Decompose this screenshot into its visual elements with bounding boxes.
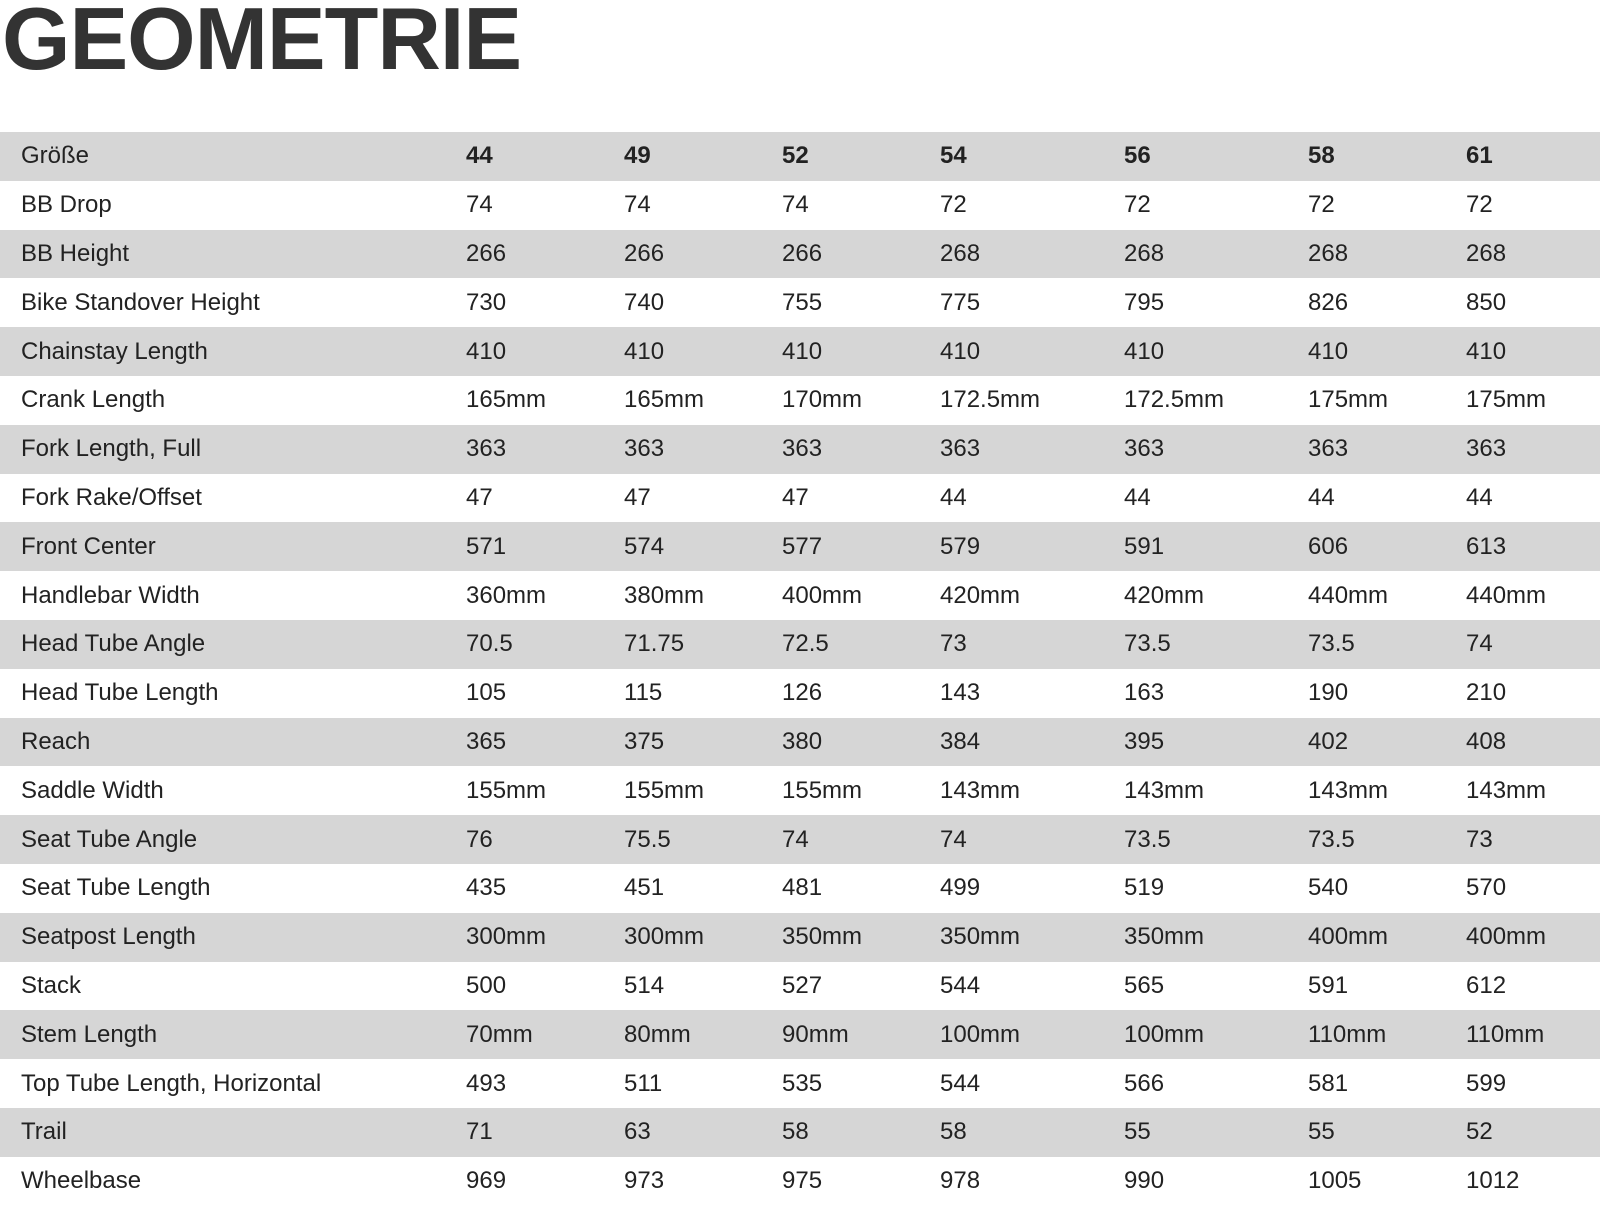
table-cell: 58: [940, 1118, 967, 1146]
table-cell: 90mm: [782, 1020, 849, 1048]
table-row: [0, 962, 1600, 1011]
table-row: [0, 1010, 1600, 1059]
row-label: Seat Tube Length: [21, 874, 211, 902]
table-cell: 410: [782, 337, 823, 365]
table-cell: 535: [782, 1069, 823, 1097]
table-cell: 527: [782, 971, 823, 999]
table-cell: 420mm: [1124, 581, 1205, 609]
size-header-label: Größe: [21, 142, 90, 170]
table-cell: 1005: [1308, 1167, 1362, 1195]
table-cell: 350mm: [1124, 923, 1205, 951]
table-cell: 72: [1466, 191, 1493, 219]
table-cell: 400mm: [1466, 923, 1547, 951]
row-label: Wheelbase: [21, 1167, 142, 1195]
row-label: Front Center: [21, 532, 156, 560]
table-cell: 481: [782, 874, 823, 902]
table-cell: 400mm: [782, 581, 863, 609]
table-cell: 74: [624, 191, 651, 219]
size-header-56: 56: [1124, 142, 1151, 170]
row-label: Seatpost Length: [21, 923, 196, 951]
table-cell: 599: [1466, 1069, 1507, 1097]
table-cell: 400mm: [1308, 923, 1389, 951]
table-cell: 73.5: [1124, 825, 1171, 853]
table-cell: 300mm: [466, 923, 547, 951]
table-cell: 47: [782, 483, 809, 511]
table-cell: 435: [466, 874, 507, 902]
table-cell: 71.75: [624, 630, 685, 658]
table-cell: 155mm: [624, 776, 705, 804]
table-cell: 47: [466, 483, 493, 511]
table-row: [0, 327, 1600, 376]
table-cell: 440mm: [1466, 581, 1547, 609]
table-cell: 266: [466, 239, 507, 267]
size-header-52: 52: [782, 142, 809, 170]
table-cell: 380mm: [624, 581, 705, 609]
table-cell: 80mm: [624, 1020, 691, 1048]
table-cell: 105: [466, 679, 507, 707]
table-cell: 268: [1308, 239, 1349, 267]
table-cell: 175mm: [1466, 386, 1547, 414]
table-cell: 143: [940, 679, 981, 707]
table-cell: 155mm: [782, 776, 863, 804]
table-cell: 172.5mm: [940, 386, 1041, 414]
table-cell: 363: [940, 435, 981, 463]
table-cell: 375: [624, 727, 665, 755]
table-row: [0, 230, 1600, 279]
table-cell: 44: [1124, 483, 1151, 511]
table-cell: 451: [624, 874, 665, 902]
table-row: [0, 425, 1600, 474]
table-cell: 350mm: [782, 923, 863, 951]
row-label: Stack: [21, 971, 82, 999]
table-cell: 591: [1308, 971, 1349, 999]
table-cell: 72: [1124, 191, 1151, 219]
row-label: Trail: [21, 1118, 67, 1146]
table-cell: 165mm: [624, 386, 705, 414]
table-cell: 73.5: [1308, 630, 1355, 658]
table-cell: 612: [1466, 971, 1507, 999]
table-cell: 110mm: [1466, 1020, 1545, 1048]
table-cell: 973: [624, 1167, 665, 1195]
table-cell: 440mm: [1308, 581, 1389, 609]
size-header-49: 49: [624, 142, 651, 170]
table-cell: 210: [1466, 679, 1507, 707]
table-cell: 795: [1124, 288, 1165, 316]
table-cell: 268: [1124, 239, 1165, 267]
table-cell: 402: [1308, 727, 1349, 755]
table-cell: 740: [624, 288, 665, 316]
table-row: [0, 278, 1600, 327]
table-cell: 75.5: [624, 825, 671, 853]
table-cell: 165mm: [466, 386, 547, 414]
table-cell: 74: [1466, 630, 1493, 658]
table-cell: 73: [1466, 825, 1493, 853]
row-label: BB Drop: [21, 191, 112, 219]
table-cell: 360mm: [466, 581, 547, 609]
table-row: [0, 913, 1600, 962]
table-cell: 74: [466, 191, 493, 219]
table-cell: 493: [466, 1069, 507, 1097]
table-cell: 363: [624, 435, 665, 463]
row-label: Fork Rake/Offset: [21, 483, 202, 511]
table-cell: 410: [1124, 337, 1165, 365]
row-label: BB Height: [21, 239, 130, 267]
table-cell: 975: [782, 1167, 823, 1195]
row-label: Stem Length: [21, 1020, 158, 1048]
table-cell: 74: [782, 191, 809, 219]
table-cell: 591: [1124, 532, 1165, 560]
table-cell: 350mm: [940, 923, 1021, 951]
table-row: [0, 669, 1600, 718]
table-cell: 577: [782, 532, 823, 560]
table-cell: 1012: [1466, 1167, 1520, 1195]
table-cell: 544: [940, 1069, 981, 1097]
table-row: [0, 522, 1600, 571]
size-header-44: 44: [466, 142, 493, 170]
table-cell: 565: [1124, 971, 1165, 999]
table-row: [0, 815, 1600, 864]
row-label: Chainstay Length: [21, 337, 208, 365]
table-cell: 571: [466, 532, 507, 560]
table-cell: 266: [624, 239, 665, 267]
size-header-58: 58: [1308, 142, 1335, 170]
table-header-row: [0, 132, 1600, 181]
table-row: [0, 376, 1600, 425]
table-row: [0, 571, 1600, 620]
table-cell: 990: [1124, 1167, 1165, 1195]
table-cell: 70mm: [466, 1020, 533, 1048]
table-cell: 70.5: [466, 630, 513, 658]
table-cell: 363: [782, 435, 823, 463]
table-cell: 115: [624, 679, 663, 707]
table-cell: 511: [624, 1069, 663, 1097]
geometry-table: [0, 132, 1600, 1206]
row-label: Head Tube Length: [21, 679, 219, 707]
table-cell: 730: [466, 288, 507, 316]
table-cell: 71: [466, 1118, 493, 1146]
table-row: [0, 1108, 1600, 1157]
table-cell: 613: [1466, 532, 1507, 560]
table-cell: 72: [1308, 191, 1335, 219]
size-header-54: 54: [940, 142, 967, 170]
table-cell: 52: [1466, 1118, 1493, 1146]
table-cell: 363: [1308, 435, 1349, 463]
table-cell: 172.5mm: [1124, 386, 1225, 414]
table-cell: 410: [940, 337, 981, 365]
table-cell: 44: [1466, 483, 1493, 511]
table-cell: 410: [466, 337, 507, 365]
table-cell: 72: [940, 191, 967, 219]
table-cell: 268: [1466, 239, 1507, 267]
row-label: Reach: [21, 727, 91, 755]
row-label: Bike Standover Height: [21, 288, 260, 316]
table-row: [0, 181, 1600, 230]
table-cell: 73.5: [1124, 630, 1171, 658]
table-cell: 365: [466, 727, 507, 755]
table-cell: 566: [1124, 1069, 1165, 1097]
table-cell: 44: [1308, 483, 1335, 511]
table-cell: 826: [1308, 288, 1349, 316]
table-row: [0, 474, 1600, 523]
table-row: [0, 766, 1600, 815]
table-body: [0, 181, 1600, 1206]
table-cell: 978: [940, 1167, 981, 1195]
table-cell: 143mm: [1466, 776, 1547, 804]
table-cell: 519: [1124, 874, 1165, 902]
table-cell: 266: [782, 239, 823, 267]
table-cell: 363: [1124, 435, 1165, 463]
table-cell: 395: [1124, 727, 1165, 755]
table-cell: 850: [1466, 288, 1507, 316]
table-cell: 410: [1308, 337, 1349, 365]
table-cell: 143mm: [1124, 776, 1205, 804]
table-cell: 155mm: [466, 776, 547, 804]
table-cell: 300mm: [624, 923, 705, 951]
table-cell: 143mm: [940, 776, 1021, 804]
table-cell: 500: [466, 971, 507, 999]
table-cell: 55: [1308, 1118, 1335, 1146]
table-cell: 74: [782, 825, 809, 853]
table-cell: 775: [940, 288, 981, 316]
table-cell: 63: [624, 1118, 651, 1146]
table-cell: 410: [1466, 337, 1507, 365]
row-label: Saddle Width: [21, 776, 164, 804]
row-label: Seat Tube Angle: [21, 825, 198, 853]
page-title: GEOMETRIE: [2, 0, 522, 88]
row-label: Crank Length: [21, 386, 166, 414]
table-cell: 55: [1124, 1118, 1151, 1146]
table-cell: 540: [1308, 874, 1349, 902]
table-cell: 58: [782, 1118, 809, 1146]
row-label: Handlebar Width: [21, 581, 200, 609]
table-cell: 163: [1124, 679, 1165, 707]
table-cell: 170mm: [782, 386, 863, 414]
table-cell: 499: [940, 874, 981, 902]
table-cell: 579: [940, 532, 981, 560]
table-cell: 268: [940, 239, 981, 267]
table-row: [0, 1059, 1600, 1108]
table-cell: 190: [1308, 679, 1349, 707]
table-cell: 47: [624, 483, 651, 511]
table-row: [0, 718, 1600, 767]
table-cell: 420mm: [940, 581, 1021, 609]
row-label: Top Tube Length, Horizontal: [21, 1069, 322, 1097]
table-cell: 73.5: [1308, 825, 1355, 853]
table-cell: 384: [940, 727, 981, 755]
table-cell: 126: [782, 679, 823, 707]
table-cell: 574: [624, 532, 665, 560]
table-cell: 143mm: [1308, 776, 1389, 804]
table-cell: 100mm: [940, 1020, 1021, 1048]
table-cell: 175mm: [1308, 386, 1389, 414]
table-cell: 570: [1466, 874, 1507, 902]
table-row: [0, 620, 1600, 669]
table-row: [0, 1157, 1600, 1206]
table-cell: 363: [466, 435, 507, 463]
table-cell: 73: [940, 630, 967, 658]
table-cell: 410: [624, 337, 665, 365]
size-header-61: 61: [1466, 142, 1493, 170]
table-row: [0, 864, 1600, 913]
table-cell: 755: [782, 288, 823, 316]
row-label: Head Tube Angle: [21, 630, 206, 658]
row-label: Fork Length, Full: [21, 435, 202, 463]
table-cell: 408: [1466, 727, 1507, 755]
table-cell: 514: [624, 971, 665, 999]
table-cell: 74: [940, 825, 967, 853]
table-cell: 969: [466, 1167, 507, 1195]
table-cell: 363: [1466, 435, 1507, 463]
table-cell: 110mm: [1308, 1020, 1387, 1048]
table-cell: 76: [466, 825, 493, 853]
table-cell: 72.5: [782, 630, 829, 658]
table-cell: 100mm: [1124, 1020, 1205, 1048]
table-cell: 581: [1308, 1069, 1349, 1097]
table-cell: 544: [940, 971, 981, 999]
table-cell: 380: [782, 727, 823, 755]
table-cell: 606: [1308, 532, 1349, 560]
table-cell: 44: [940, 483, 967, 511]
